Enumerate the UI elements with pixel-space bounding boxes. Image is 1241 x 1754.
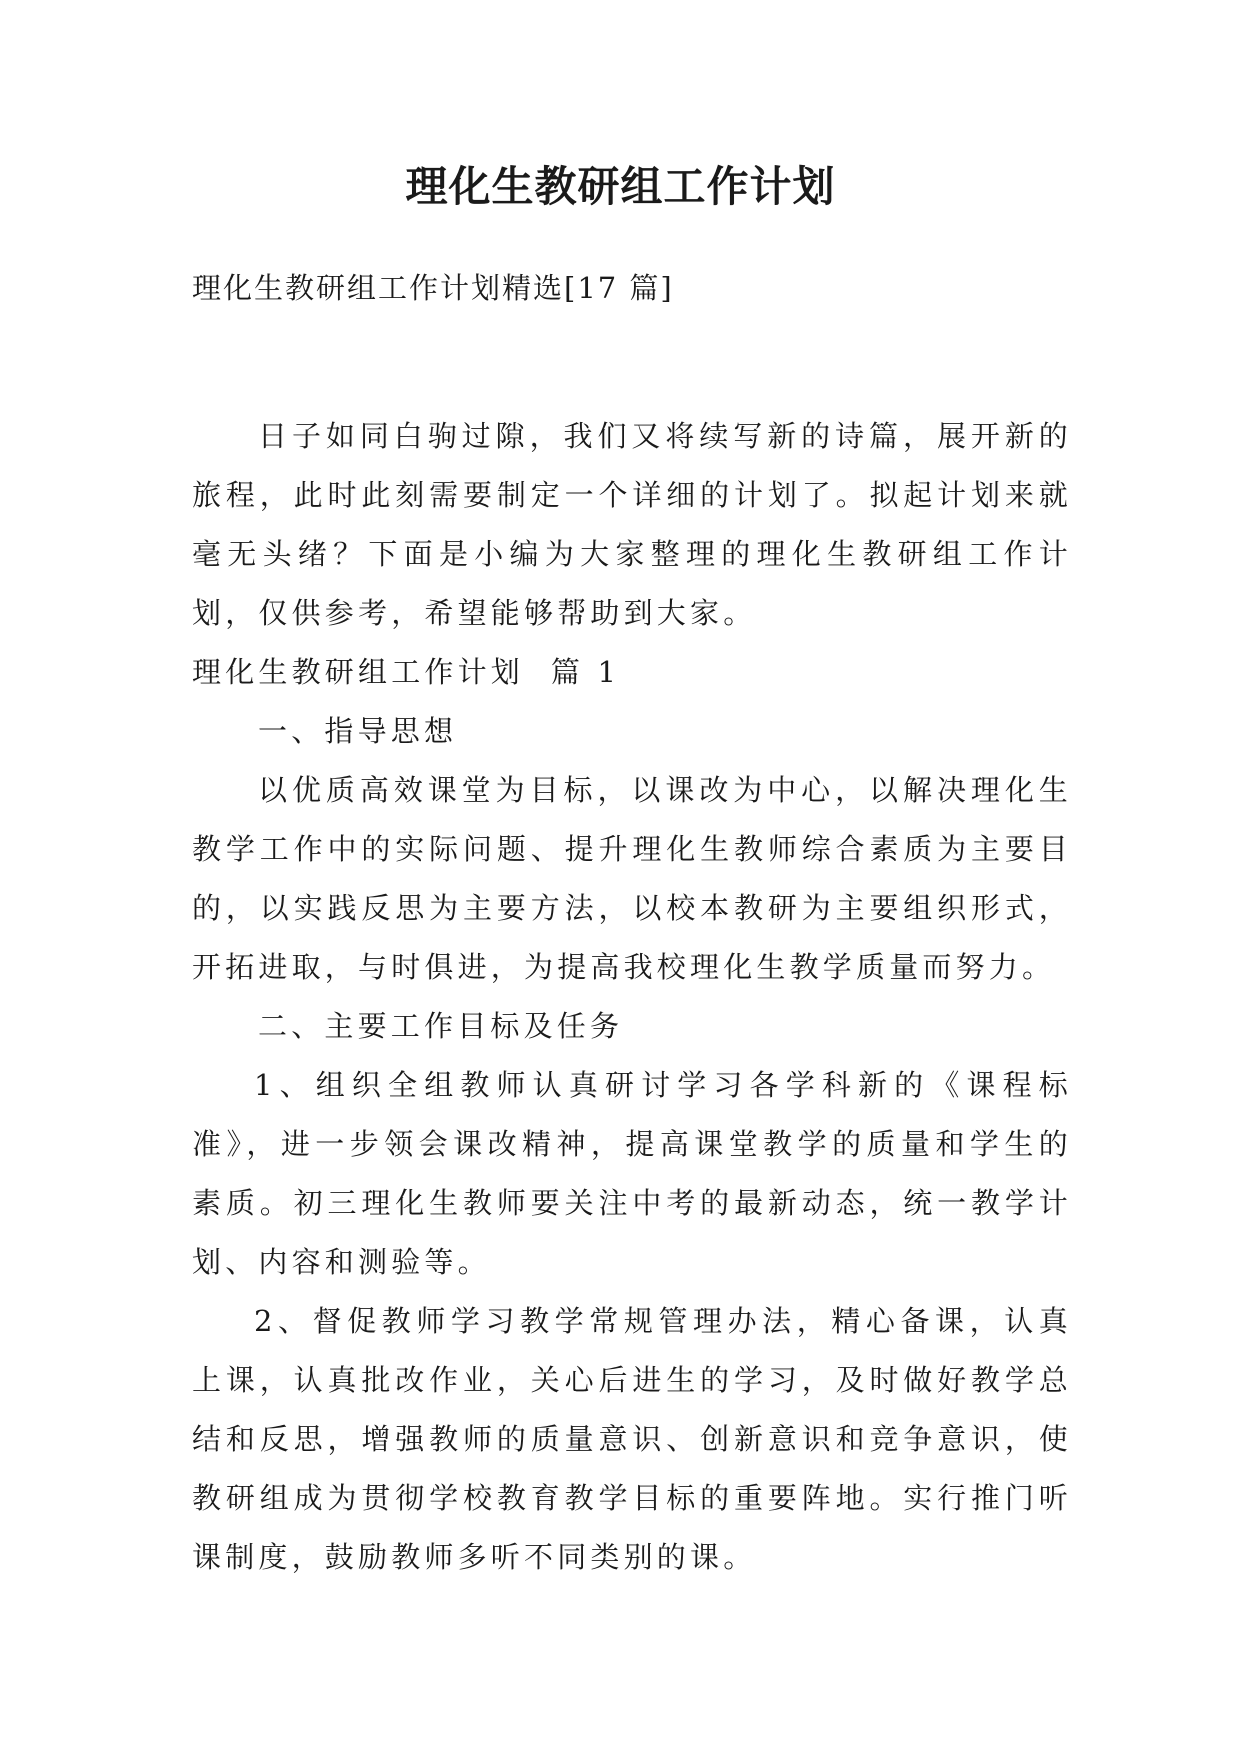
body-paragraph: 以优质高效课堂为目标，以课改为中心，以解决理化生教学工作中的实际问题、提升理化生教师综合素质为主要目的，以实践反思为主要方法，以校本教研为主要组织形式，开拓进取，与时俱进，为提高我校理化生教学质量而努力。 <box>192 773 1072 984</box>
body-paragraph: 2、督促教师学习教学常规管理办法，精心备课，认真上课，认真批改作业，关心后进生的学习，及时做好教学总结和反思，增强教师的质量意识、创新意识和竞争意识，使教研组成为贯彻学校教育教学目标的重要阵地。实行推门听课制度，鼓励教师多听不同类别的课。 <box>192 1304 1072 1574</box>
subsection-heading: 二、主要工作目标及任务 <box>258 1009 624 1043</box>
document-body <box>192 407 1072 1587</box>
section-heading: 理化生教研组工作计划 篇 1 <box>192 655 621 689</box>
document-subtitle: 理化生教研组工作计划精选[17 篇] <box>192 271 674 305</box>
subsection-heading: 一、指导思想 <box>258 714 458 748</box>
intro-paragraph: 日子如同白驹过隙，我们又将续写新的诗篇，展开新的旅程，此时此刻需要制定一个详细的计划了。拟起计划来就毫无头绪？下面是小编为大家整理的理化生教研组工作计划，仅供参考，希望能够帮助到大家。 <box>192 419 1072 630</box>
document-title: 理化生教研组工作计划 <box>405 162 836 211</box>
body-paragraph: 1、组织全组教师认真研讨学习各学科新的《课程标准》，进一步领会课改精神，提高课堂教学的质量和学生的素质。初三理化生教师要关注中考的最新动态，统一教学计划、内容和测验等。 <box>192 1068 1072 1279</box>
